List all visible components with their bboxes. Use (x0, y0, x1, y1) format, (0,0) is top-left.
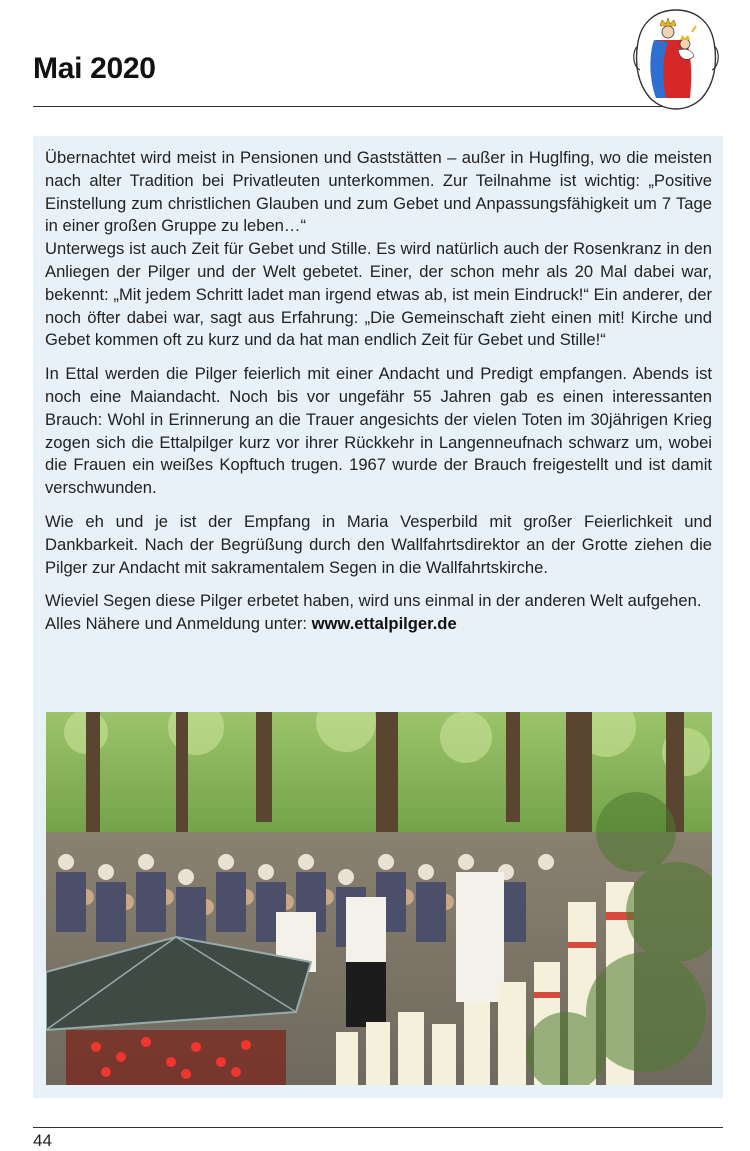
paragraph-text: Wieviel Segen diese Pilger erbetet haben, wird uns einmal in der anderen Welt aufgehen. (45, 591, 702, 611)
website-link[interactable]: www.ettalpilger.de (311, 614, 457, 634)
paragraph-closing (45, 590, 712, 636)
footer-divider (33, 1127, 723, 1128)
paragraph-ettal: In Ettal werden die Pilger feierlich mit einer Andacht und Predigt empfangen. Abends ist noch eine Maiandacht. Noch bis vor ungefähr 55 Jahren gab es einen interessanten Brauch: Wohl in Erinnerung an die Trauer angesichts der vielen Toten im 30jährigen Krieg zogen sich die Ettalpilger kurz vor ihrer Rückkehr in Langenneufnach schwarz um, wobei die Frauen ein weißes Kopftuch trugen. 1967 wurde der Brauch freigestellt und ist damit verschwunden. (45, 364, 712, 498)
paragraph-accommodation (45, 147, 712, 352)
header-divider (33, 106, 678, 107)
article-body (45, 147, 712, 647)
paragraph-text: Übernachtet wird meist in Pensionen und Gaststätten – außer in Huglfing, wo die meisten nach alter Tradition bei Privatleuten unterkommen. Zur Teilnahme ist wichtig: „Positive Einstellung zum christlichen Glauben und zum Gebet und Anpassungsfähigkeit um 7 Tage in einer großen Gruppe zu leben…“ (45, 148, 712, 236)
pilgrim-gathering-photo (46, 712, 712, 1085)
paragraph-text: Alles Nähere und Anmeldung unter: (45, 614, 312, 634)
paragraph-vesperbild: Wie eh und je ist der Empfang in Maria Vesperbild mit großer Feierlichkeit und Dankbarkeit. Nach der Begrüßung durch den Wallfahrtsdirektor an der Grotte ziehen die Pilger zur Andacht mit sakramentalem Segen in die Wallfahrtskirche. (45, 511, 712, 577)
page-number: 44 (33, 1131, 52, 1150)
paragraph-text: Unterwegs ist auch Zeit für Gebet und Stille. Es wird natürlich auch der Rosenkranz in den Anliegen der Pilger und der Welt gebetet. Einer, der schon mehr als 20 Mal dabei war, bekennt: „Mit jedem Schritt ladet man irgend etwas ab, ist mein Eindruck!“ Ein anderer, der noch öfter dabei war, sagt aus Erfahrung: „Die Gemeinschaft zieht einen mit! Kirche und Gebet kommen oft zu kurz und da hat man endlich Zeit für Gebet und Stille!“ (45, 239, 712, 350)
page-title: Mai 2020 (33, 52, 156, 85)
madonna-logo (628, 6, 724, 110)
